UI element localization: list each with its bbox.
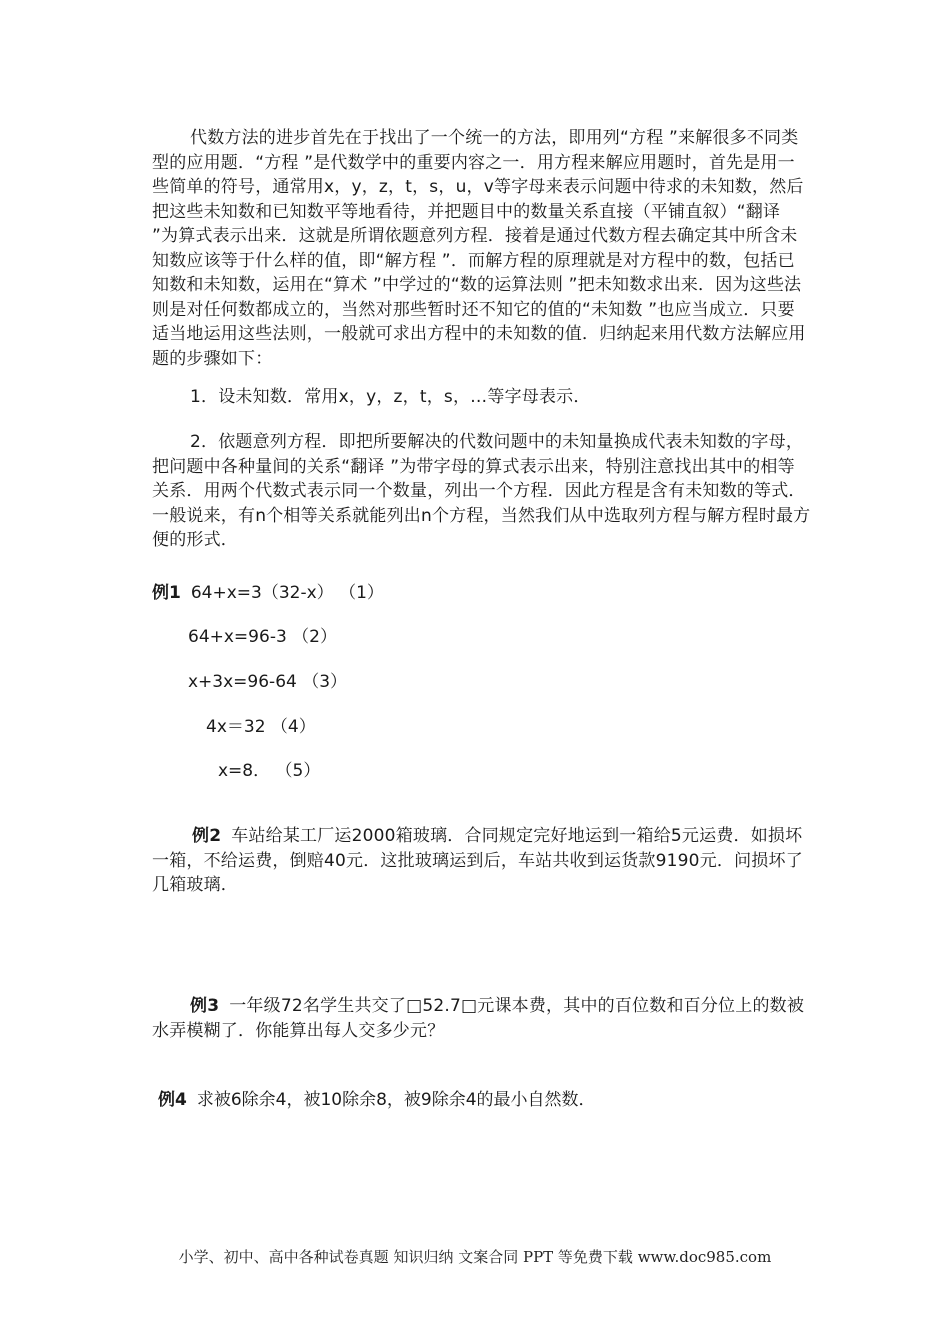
- step-1-paragraph: 1．设未知数．常用x，y，z，t，s，…等字母表示．: [190, 387, 591, 407]
- example-4-text: 求被6除余4，被10除余8，被9除余4的最小自然数．: [196, 1090, 596, 1110]
- example-1-label: 例1: [152, 583, 181, 603]
- example-4-label: 例4: [158, 1090, 187, 1110]
- example-1-line-3: [188, 671, 347, 693]
- example-3-text: 一年级72名学生共交了□52.7□元课本费，其中的百位数和百分位上的数被水弄模糊了．你能算出每人交多少元？: [152, 996, 805, 1041]
- step-2-paragraph: 2．依题意列方程．即把所要解决的代数问题中的未知量换成代表未知数的字母，把问题中各种量间的关系“翻译 ”为带字母的算式表示出来，特别注意找出其中的相等关系．用两个代数式表示同一个数量，列出一个方程．因此方程是含有未知数的等式．一般说来，有n个相等关系就能列出n个方程，当然我们从中选取列方程与解方程时最方便的形式．: [152, 432, 811, 550]
- example-3-paragraph: [152, 994, 812, 1043]
- example-1-line-5: [218, 760, 320, 782]
- example-2-label: 例2: [192, 826, 222, 846]
- equation-1: 64+x=3（32-x） （1）: [190, 583, 384, 603]
- equation-5: x=8． （5）: [218, 761, 321, 781]
- example-1-line-4: [206, 716, 316, 738]
- equation-2: 64+x=96-3 （2）: [188, 627, 337, 647]
- example-3-label: 例3: [190, 996, 220, 1016]
- example-1-line-1: [152, 582, 384, 604]
- example-1-line-2: [188, 626, 337, 648]
- page-footer: 小学、初中、高中各种试卷真题 知识归纳 文案合同 PPT 等免费下载 www.doc985.com: [178, 1248, 772, 1266]
- example-4-line: [158, 1089, 596, 1111]
- example-2-paragraph: [152, 824, 812, 898]
- example-2-text: 车站给某工厂运2000箱玻璃．合同规定完好地运到一箱给5元运费．如损坏一箱，不给运费，倒赔40元．这批玻璃运到后，车站共收到运货款9190元．问损坏了几箱玻璃．: [152, 826, 803, 895]
- equation-4: 4x＝32 （4）: [206, 717, 316, 737]
- intro-paragraph: 代数方法的进步首先在于找出了一个统一的方法，即用列“方程 ”来解很多不同类型的应用题．“方程 ”是代数学中的重要内容之一．用方程来解应用题时，首先是用一些简单的符号，通常用x，y，z，t，s，u，v等字母来表示问题中待求的未知数，然后把这些未知数和已知数平等地看待，并把题目中的数量关系直接（平铺直叙）“翻译 ”为算式表示出来．这就是所谓依题意列方程．接着是通过代数方程去确定其中所含未知数应该等于什么样的值，即“解方程 ”．而解方程的原理就是对方程中的数，包括已知数和未知数，运用在“算术 ”中学过的“数的运算法则 ”把未知数求出来．因为这些法则是对任何数都成立的，当然对那些暂时还不知它的值的“未知数 ”也应当成立．只要适当地运用这些法则，一般就可求出方程中的未知数的值．归纳起来用代数方法解应用题的步骤如下：: [152, 128, 806, 369]
- equation-3: x+3x=96-64 （3）: [188, 672, 348, 692]
